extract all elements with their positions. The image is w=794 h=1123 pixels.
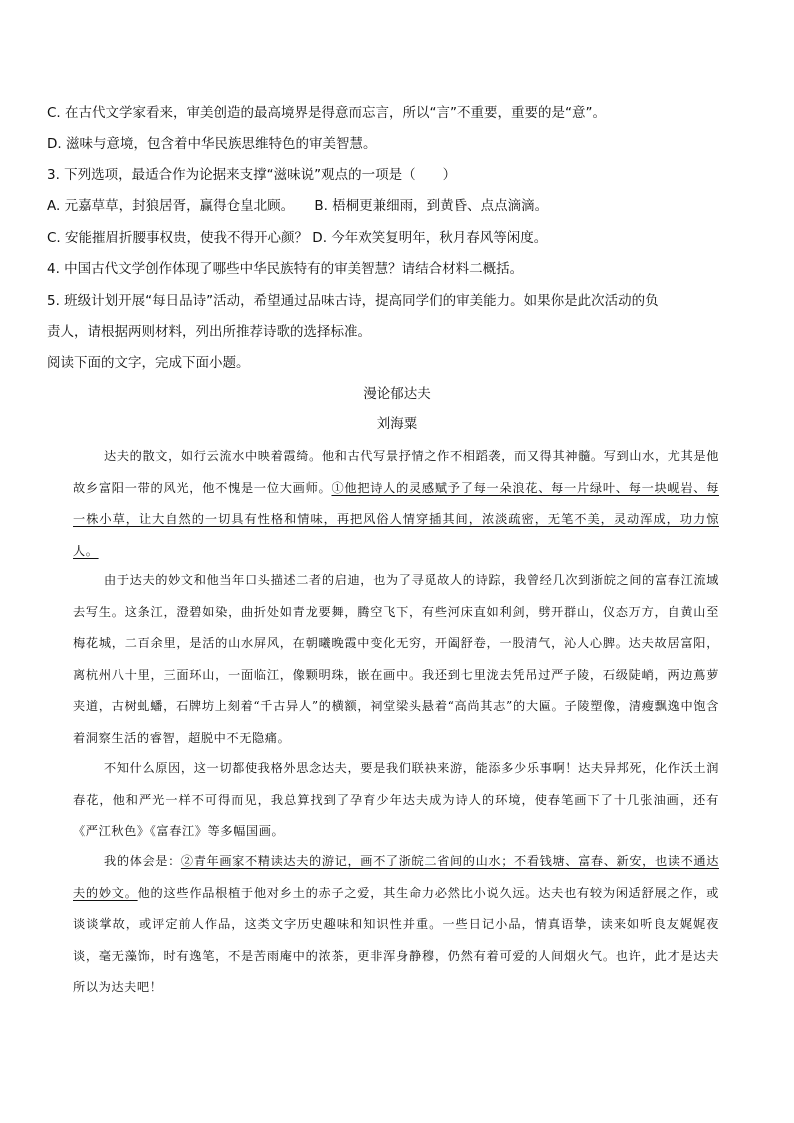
article-paragraph-3: 不知什么原因，这一切都使我格外思念达夫，要是我们联袂来游，能添多少乐事啊！达夫异邦死，化作沃土润春花，他和严光一样不可得而见，我总算找到了孕育少年达夫成为诗人的环境，使春笔画下了十几张油画，还有《严江秋色》《富春江》等多幅国画。: [73, 761, 719, 838]
article-paragraph-1: [73, 441, 719, 567]
question-5-line-1: 5. 班级计划开展“每日品诗”活动，希望通过品味古诗，提高同学们的审美能力。如果你是此次活动的负: [47, 293, 659, 309]
question-3-options-ab: A. 元嘉草草，封狼居胥，赢得仓皇北顾。 B. 梧桐更兼细雨，到黄昏、点点滴滴。: [47, 198, 549, 214]
paragraph-4-text: 他的这些作品根植于他对乡土的赤子之爱，其生命力必然比小说久远。达夫也有较为闲适舒展之作，或谈谈掌故，或评定前人作品，这类文字历史趣味和知识性并重。一些日记小品，情真语挚，读来如听良友娓娓夜谈，毫无藻饰，时有逸笔，不是苦雨庵中的浓茶，更非浑身静穆，仍然有着可爱的人间烟火气。也许，此才是达夫所以为达夫吧！: [73, 885, 720, 994]
question-3-options-cd: C. 安能摧眉折腰事权贵，使我不得开心颜？ D. 今年欢笑复明年，秋月春风等闲度。: [47, 230, 548, 246]
paragraph-4-lead: 我的体会是：: [104, 854, 181, 868]
article-paragraph-4: [73, 846, 719, 1004]
article-author: 刘海粟: [376, 416, 418, 432]
question-4: 4. 中国古代文学创作体现了哪些中华民族特有的审美智慧？请结合材料二概括。: [47, 261, 524, 277]
question-5-line-2: 责人，请根据两则材料，列出所推荐诗歌的选择标准。: [47, 324, 371, 340]
paragraph-1-text: 达夫的散文，如行云流水中映着霞绮。他和古代写景抒情之作不相蹈袭，而又得其神髓。写到山水，尤其是他故乡富阳一带的风光，他不愧是一位大画师。: [73, 449, 719, 495]
underlined-sentence-2: ②青年画家不精读达夫的游记，画不了浙皖二省间的山水；不看钱塘、富春、新安，也读不通达夫的妙文。: [73, 854, 720, 900]
article-paragraph-2: 由于达夫的妙文和他当年口头描述二者的启迪，也为了寻觅故人的诗踪，我曾经几次到浙皖之间的富春江流域去写生。这条江，澄碧如染，曲折处如青龙要舞，腾空飞下，有些河床直如利剑，劈开群山，仪态万方，自黄山至梅花城，二百余里，是活的山水屏风，在朝曦晚霞中变化无穷，开阖舒卷，一股清气，沁人心脾。达夫故居富阳，离杭州八十里，三面环山，一面临江，像颗明珠，嵌在画中。我还到七里泷去凭吊过严子陵，石级陡峭，两边蔦萝夹道，古树虬蟠，石牌坊上刻着“千古异人”的横额，祠堂梁头悬着“高尚其志”的大匾。子陵塑像，清瘦飘逸中饱含着洞察生活的睿智，超脱中不无隐痛。: [73, 573, 719, 745]
reading-instruction: 阅读下面的文字，完成下面小题。: [47, 355, 250, 371]
underlined-sentence-1: ①他把诗人的灵感赋予了每一朵浪花、每一片绿叶、每一块岘岩、每一株小草，让大自然的一切具有性格和情味，再把风俗人情穿插其间，浓淡疏密，无笔不美，灵动浑成，功力惊人。: [73, 480, 720, 558]
question-3-stem: 3. 下列选项，最适合作为论据来支撑“滋味说”观点的一项是（ ）: [47, 167, 457, 183]
article-title: 漫论郁达夫: [363, 386, 431, 402]
question-2-option-d: D. 滋味与意境，包含着中华民族思维特色的审美智慧。: [47, 136, 377, 152]
question-2-option-c: C. 在古代文学家看来，审美创造的最高境界是得意而忘言，所以“言”不重要，重要的是“意”。: [47, 105, 606, 121]
